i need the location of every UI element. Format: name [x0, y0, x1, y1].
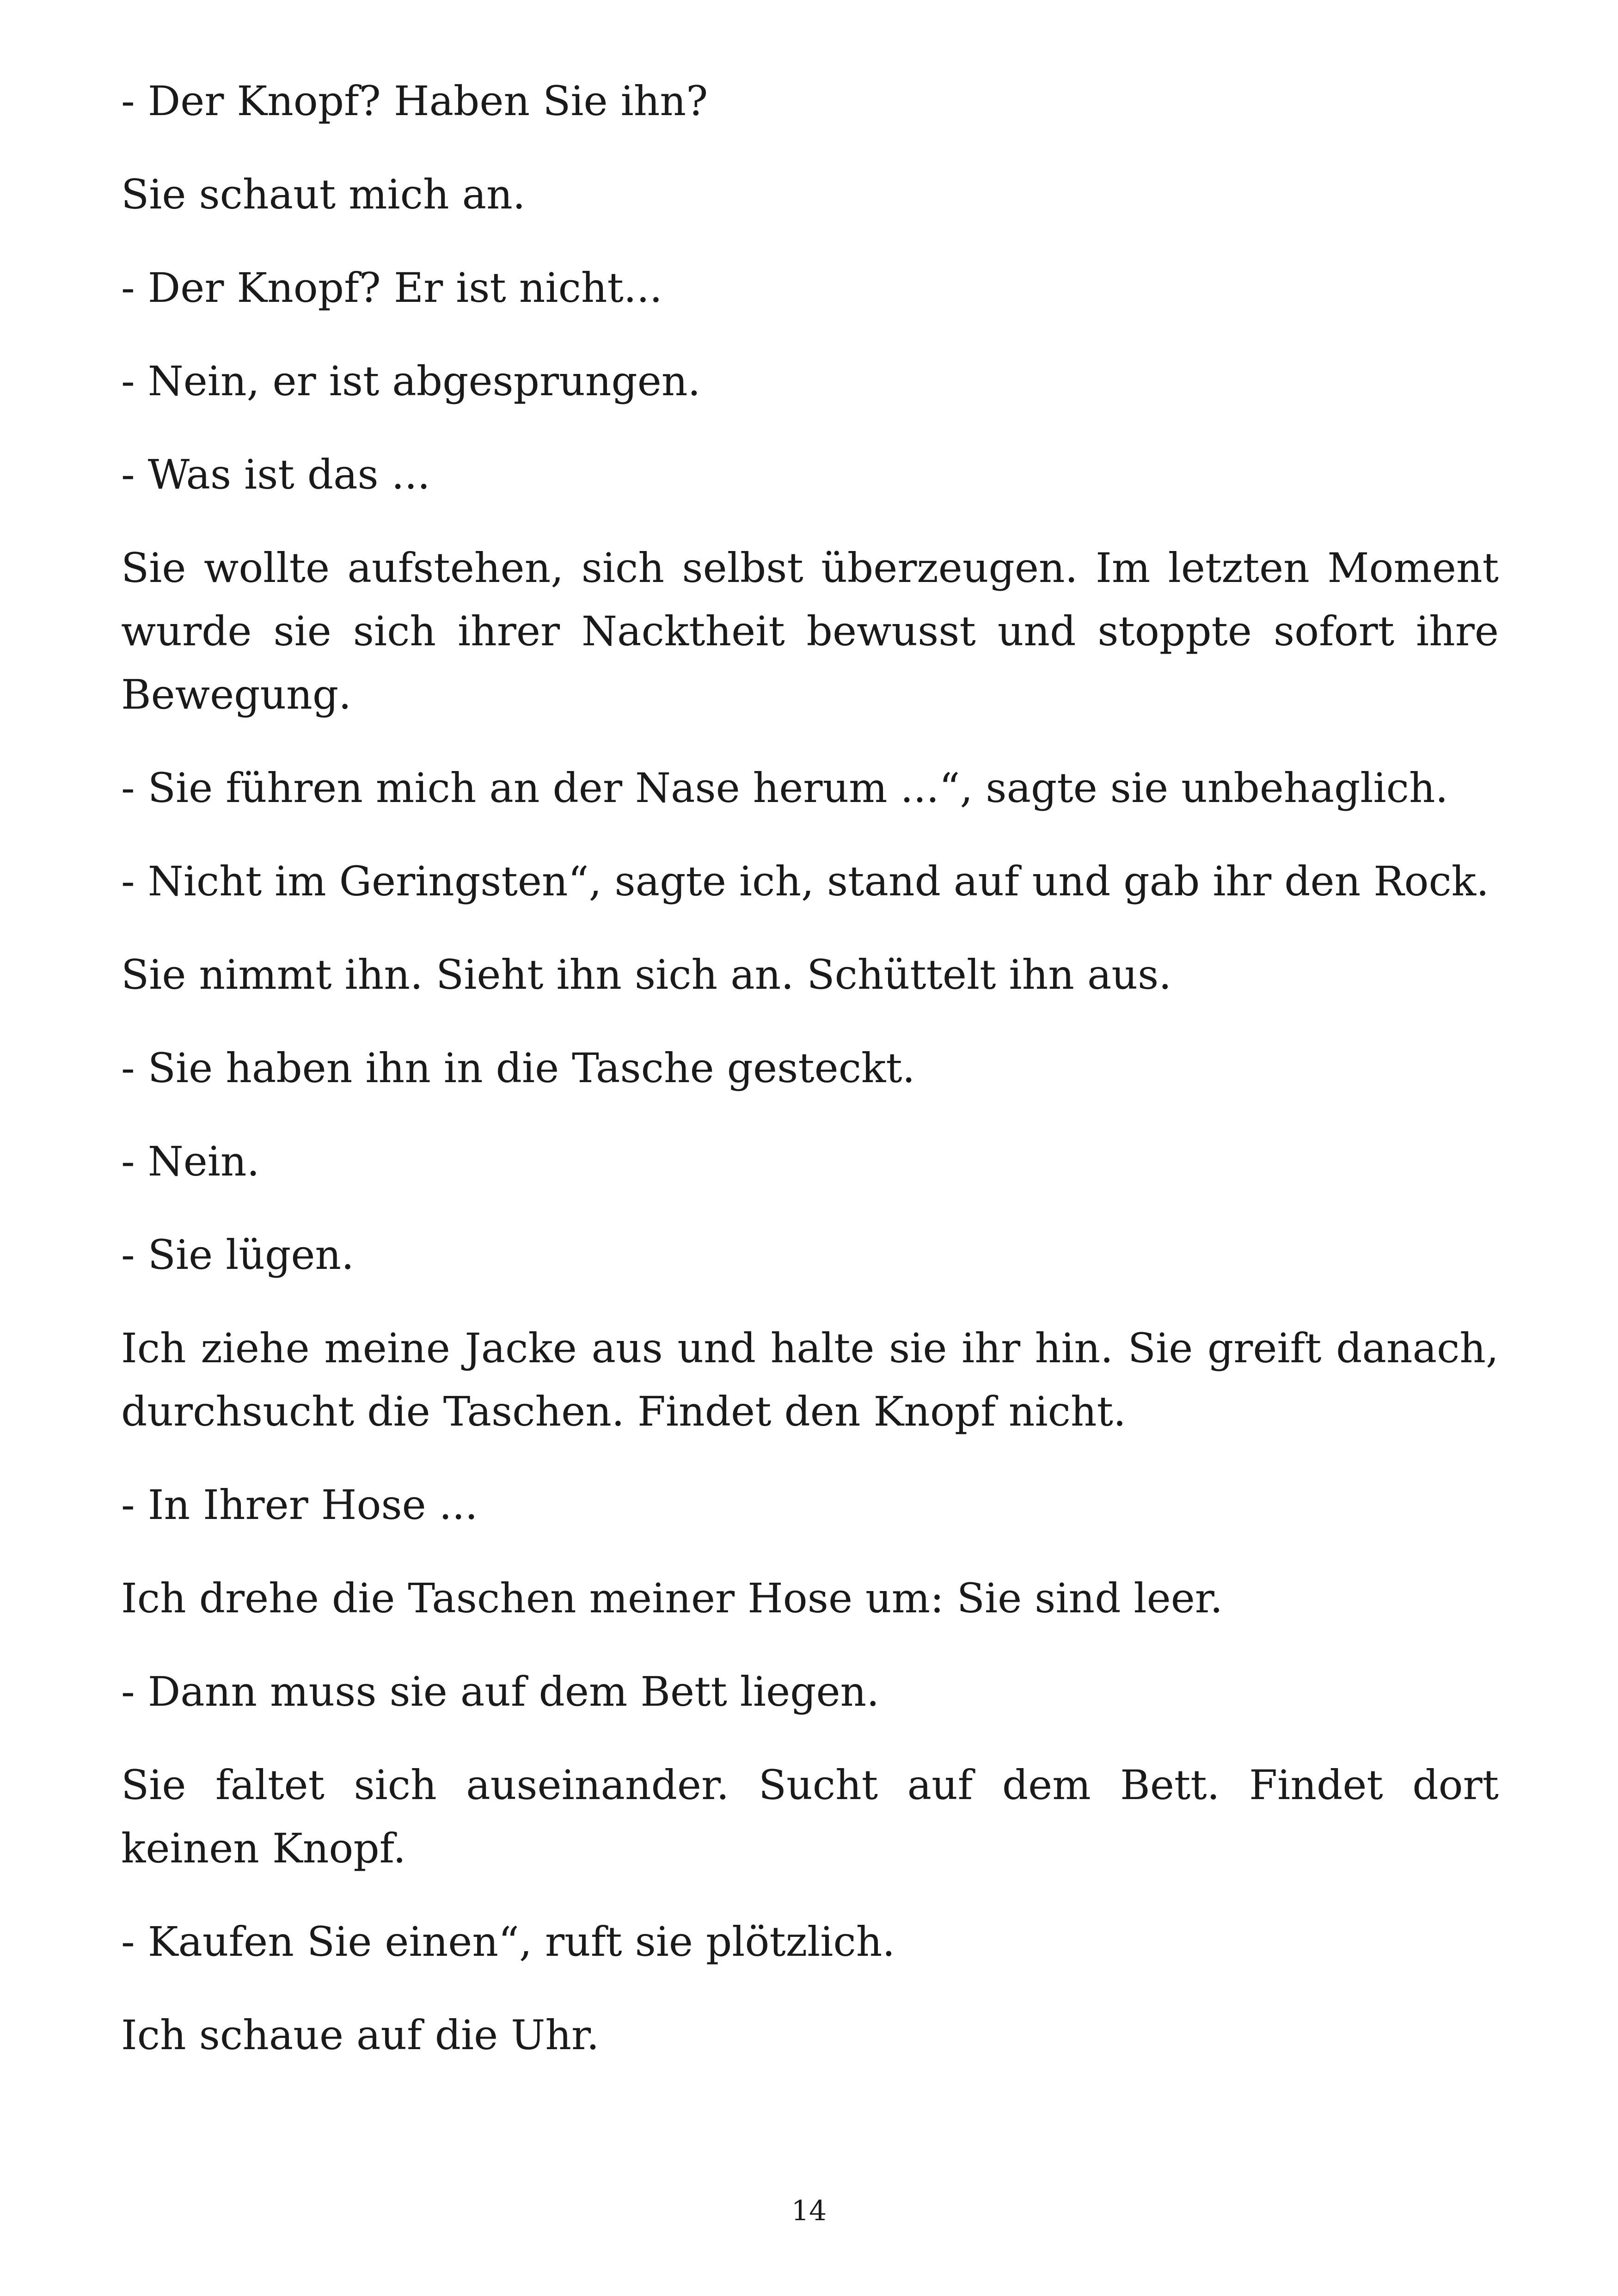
paragraph: Sie schaut mich an.	[121, 171, 526, 218]
paragraph: - Nein, er ist abgesprungen.	[121, 357, 701, 405]
paragraph: - Nicht im Geringsten“, sagte ich, stand auf und gab ihr den Rock.	[121, 857, 1489, 905]
paragraph: - Was ist das ...	[121, 451, 430, 498]
page-number: 14	[791, 2195, 827, 2227]
paragraph: Sie nimmt ihn. Sieht ihn sich an. Schüttelt ihn aus.	[121, 951, 1172, 998]
paragraph: - Sie haben ihn in die Tasche gesteckt.	[121, 1044, 915, 1092]
paragraph: - Dann muss sie auf dem Bett liegen.	[121, 1668, 880, 1715]
paragraph: Ich schaue auf die Uhr.	[121, 2011, 600, 2059]
paragraph: Ich ziehe meine Jacke aus und halte sie ihr hin. Sie greift danach, durchsucht die Taschen. Findet den Knopf nicht.	[121, 1324, 1499, 1435]
body-text	[121, 69, 1499, 2097]
paragraph: - Der Knopf? Er ist nicht...	[121, 264, 662, 312]
paragraph: - Nein.	[121, 1138, 260, 1185]
paragraph: - In Ihrer Hose ...	[121, 1481, 478, 1529]
paragraph: - Kaufen Sie einen“, ruft sie plötzlich.	[121, 1918, 895, 1965]
paragraph: Sie faltet sich auseinander. Sucht auf dem Bett. Findet dort keinen Knopf.	[121, 1761, 1499, 1872]
paragraph: - Sie führen mich an der Nase herum ...“, sagte sie unbehaglich.	[121, 764, 1448, 812]
paragraph: Ich drehe die Taschen meiner Hose um: Sie sind leer.	[121, 1574, 1223, 1622]
paragraph: - Sie lügen.	[121, 1231, 355, 1279]
paragraph: Sie wollte aufstehen, sich selbst überzeugen. Im letzten Moment wurde sie sich ihrer Nacktheit bewusst und stoppte sofort ihre Bewegung.	[121, 544, 1499, 718]
paragraph: - Der Knopf? Haben Sie ihn?	[121, 77, 708, 125]
